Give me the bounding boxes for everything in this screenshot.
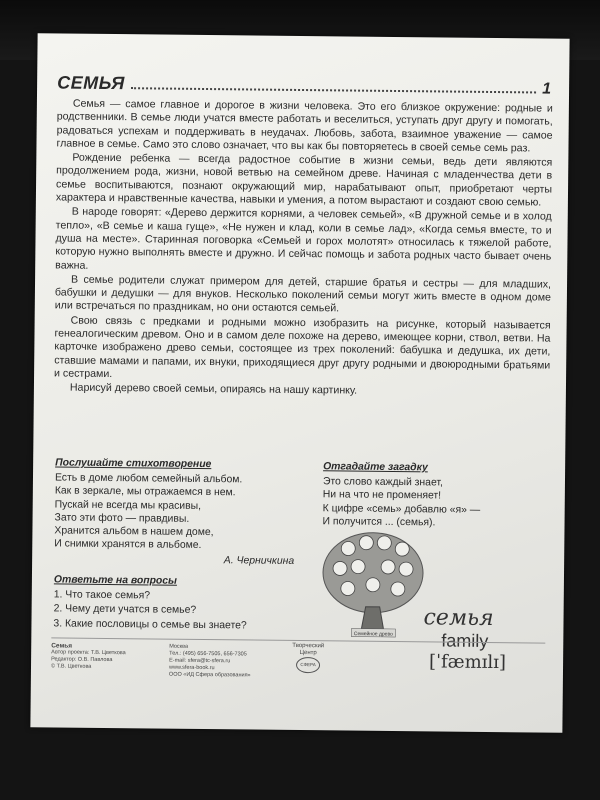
poem-author: А. Черничкина	[223, 555, 295, 568]
paragraph: В семье родители служат примером для детей, старшие братья и сестры — для младших, бабушки и дедушки — для внуков. Несколько поколений семьи могут жить вместе в одном доме или встречаться по праздникам, но они остаются семьей.	[54, 273, 552, 315]
worksheet-page	[30, 33, 569, 733]
riddle-line: Это слово каждый знает,	[322, 476, 443, 489]
poem-line: Как в зеркале, мы отражаемся в нем.	[54, 485, 236, 499]
main-text	[54, 97, 553, 401]
poem-line: Хранится альбом в нашем доме,	[54, 525, 214, 539]
footer-contacts	[169, 644, 251, 680]
publisher-name: Творческий Центр	[292, 642, 325, 657]
riddle-section	[322, 460, 543, 530]
question-item: 2. Чему дети учатся в семье?	[53, 603, 197, 617]
footer-line: Автор проекта: Т.В. Цветкова	[51, 649, 126, 657]
riddle-heading: Отгадайте загадку	[323, 461, 428, 474]
poem-line: И снимки хранятся в альбоме.	[54, 538, 202, 552]
poem-line: Пускай не всегда мы красивы,	[54, 499, 202, 512]
family-tree-illustration	[317, 528, 428, 639]
page-number: 1	[542, 80, 552, 98]
footer-line: © Т.В. Цветкова	[50, 663, 92, 670]
word-transcription: [ˈfæmɪlɪ]	[428, 651, 507, 674]
question-item: 1. Что такое семья?	[53, 589, 151, 602]
publisher-logo: СФЕРА	[296, 657, 320, 673]
tree-caption: Семейное древо	[353, 631, 393, 638]
family-tree-icon	[317, 528, 428, 639]
question-item: 3. Какие пословицы о семье вы знаете?	[53, 618, 247, 632]
page-header	[57, 69, 551, 98]
riddle-line: К цифре «семь» добавлю «я» —	[322, 502, 481, 516]
questions-section	[53, 573, 304, 632]
footer-line: www.sfera-book.ru	[168, 664, 215, 672]
poem-line: Есть в доме любом семейный альбом.	[54, 472, 243, 486]
paragraph: Свою связь с предками и родными можно изобразить на рисунке, который называется генеалогическим древом. Оно и в самом деле похоже на дерево, имеющее корни, ствол, ветви. На карточке изображено древо семьи, состоящее из трех поколений: бабушка и дедушка, их дети, ставшие мамами и папами, их внуки, приходящиеся друг другу родными и двоюродными братьями и сестрами.	[54, 314, 551, 380]
questions-heading: Ответьте на вопросы	[53, 574, 178, 587]
page-title: СЕМЬЯ	[57, 72, 125, 94]
footer-line: Семья	[51, 642, 73, 650]
paragraph: В народе говорят: «Дерево держится корнями, а человек семьей», «В дружной семье и в холод тепло», «В семье и каша гуще», «Не нужен и клад, коли в семье лад», «Когда семья вместе, то и душа на месте». Старинная поговорка «Семьей и горох молотят» относилась к тяжелой работе, которую нужно выполнять вместе и дружно. И сейчас помощь и забота родных часто бывает очень важна.	[55, 205, 552, 272]
footer-line: Тел.: (495) 656-7505, 656-7305	[169, 650, 247, 658]
footer-line: Москва	[169, 643, 189, 650]
word-english: family	[441, 630, 489, 651]
header-dotted-leader	[131, 87, 536, 93]
footer-line: Редактор: О.В. Павлова	[51, 656, 113, 664]
poem-section	[54, 456, 295, 568]
riddle-line: Ни на что не променяет!	[322, 489, 442, 502]
poem-heading: Послушайте стихотворение	[55, 457, 212, 471]
paragraph: Семья — самое главное и дорогое в жизни человека. Это его близкое окружение: родные и родственники. В семье люди учатся вместе работать и веселиться, уступать друг другу и помогать, радоваться успехам и поддерживать в неудачах. Любовь, забота, взаимное уважение — самое главное в семье. Само это слово означает, что вы как бы повторяетесь в своей семье семь раз.	[56, 97, 553, 155]
paragraph: Рождение ребенка — всегда радостное событие в жизни семьи, ведь дети являются продолжением рода, жизни, новой ветвью на семейном древе. Начиная с младенчества дети в семье воспитываются, познают окружающий мир, нарабатывают опыт, приобретают черты характера и нравственные качества, навыки и умения, а потом вырастают и создают свою семью.	[55, 151, 553, 209]
footer-credits	[51, 642, 126, 671]
page-footer	[51, 637, 545, 683]
word-russian: семья	[423, 605, 494, 632]
footer-line: E-mail: sfera@tc-sfera.ru	[169, 657, 231, 665]
poem-line: Зато эти фото — правдивы.	[54, 512, 190, 525]
riddle-line: И получится ... (семья).	[322, 516, 436, 529]
footer-line: ООО «ИД Сфера образования»	[168, 671, 251, 679]
publisher-block	[283, 643, 333, 674]
paragraph: Нарисуй дерево своей семьи, опираясь на нашу картинку.	[69, 381, 358, 397]
